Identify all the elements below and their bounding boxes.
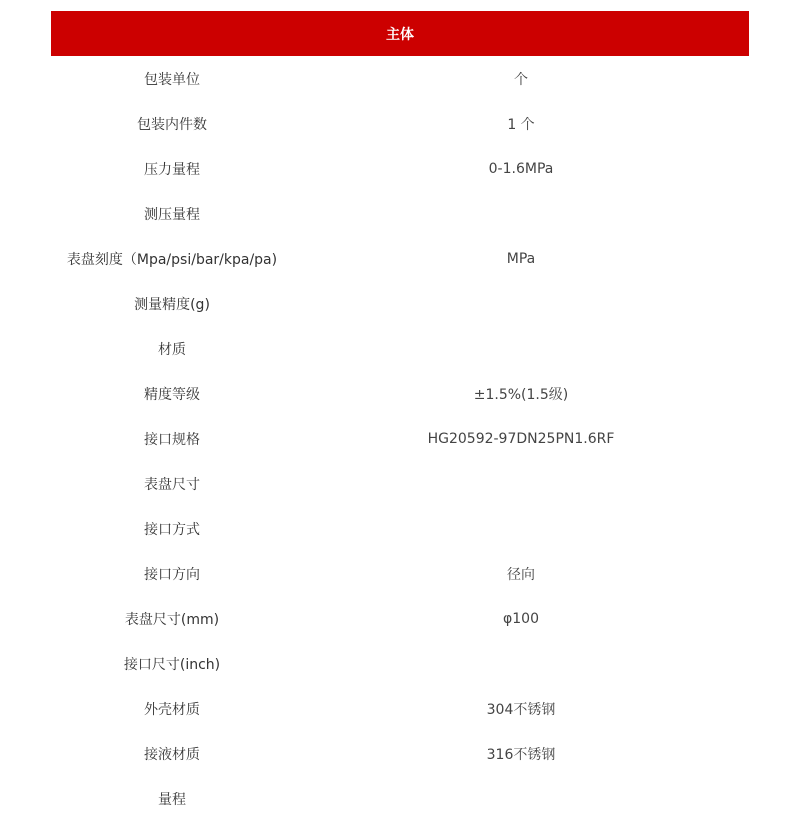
- spec-rows: [51, 56, 749, 821]
- spec-label: 接口方向: [144, 566, 200, 583]
- spec-row-wetted-material: [51, 731, 749, 776]
- spec-value: φ100: [503, 610, 539, 627]
- spec-value: 0-1.6MPa: [488, 160, 554, 177]
- spec-label: 测量精度(g): [134, 296, 210, 313]
- spec-label: 接口规格: [144, 431, 200, 448]
- spec-value: 1 个: [507, 116, 535, 133]
- spec-row-connection-direction: [51, 551, 749, 596]
- spec-value: ±1.5%(1.5级): [473, 386, 569, 403]
- spec-label: 接口尺寸(inch): [123, 656, 221, 673]
- spec-row-package-quantity: [51, 101, 749, 146]
- spec-row-measure-range: [51, 191, 749, 236]
- spec-row-case-material: [51, 686, 749, 731]
- spec-label: 精度等级: [144, 386, 200, 403]
- spec-row-measure-accuracy: [51, 281, 749, 326]
- spec-row-dial-size-mm: [51, 596, 749, 641]
- spec-row-material: [51, 326, 749, 371]
- spec-label: 外壳材质: [144, 701, 200, 718]
- spec-label: 接口方式: [144, 521, 200, 538]
- spec-label: 接液材质: [144, 746, 200, 763]
- spec-value: 径向: [507, 566, 535, 583]
- spec-value: HG20592-97DN25PN1.6RF: [427, 430, 615, 447]
- spec-label: 量程: [158, 791, 186, 808]
- spec-row-packaging-unit: [51, 56, 749, 101]
- section-title: 主体: [386, 26, 414, 43]
- spec-label: 压力量程: [144, 161, 200, 178]
- spec-row-pressure-range: [51, 146, 749, 191]
- spec-row-range: [51, 776, 749, 821]
- spec-row-connection-spec: [51, 416, 749, 461]
- spec-label: 表盘刻度（Mpa/psi/bar/kpa/pa): [66, 251, 278, 268]
- spec-label: 测压量程: [144, 206, 200, 223]
- spec-value: 个: [514, 71, 528, 88]
- spec-table: [51, 11, 749, 821]
- spec-value: MPa: [506, 250, 536, 267]
- spec-label: 表盘尺寸: [144, 476, 200, 493]
- spec-row-dial-size: [51, 461, 749, 506]
- spec-row-accuracy-class: [51, 371, 749, 416]
- section-header: [51, 11, 749, 56]
- spec-value: 304不锈钢: [486, 701, 556, 718]
- spec-value: 316不锈钢: [486, 746, 556, 763]
- spec-row-connection-size-inch: [51, 641, 749, 686]
- spec-label: 包装单位: [144, 71, 200, 88]
- spec-label: 材质: [158, 341, 186, 358]
- spec-label: 表盘尺寸(mm): [124, 611, 220, 628]
- spec-row-connection-method: [51, 506, 749, 551]
- spec-row-dial-scale: [51, 236, 749, 281]
- spec-label: 包装内件数: [137, 116, 207, 133]
